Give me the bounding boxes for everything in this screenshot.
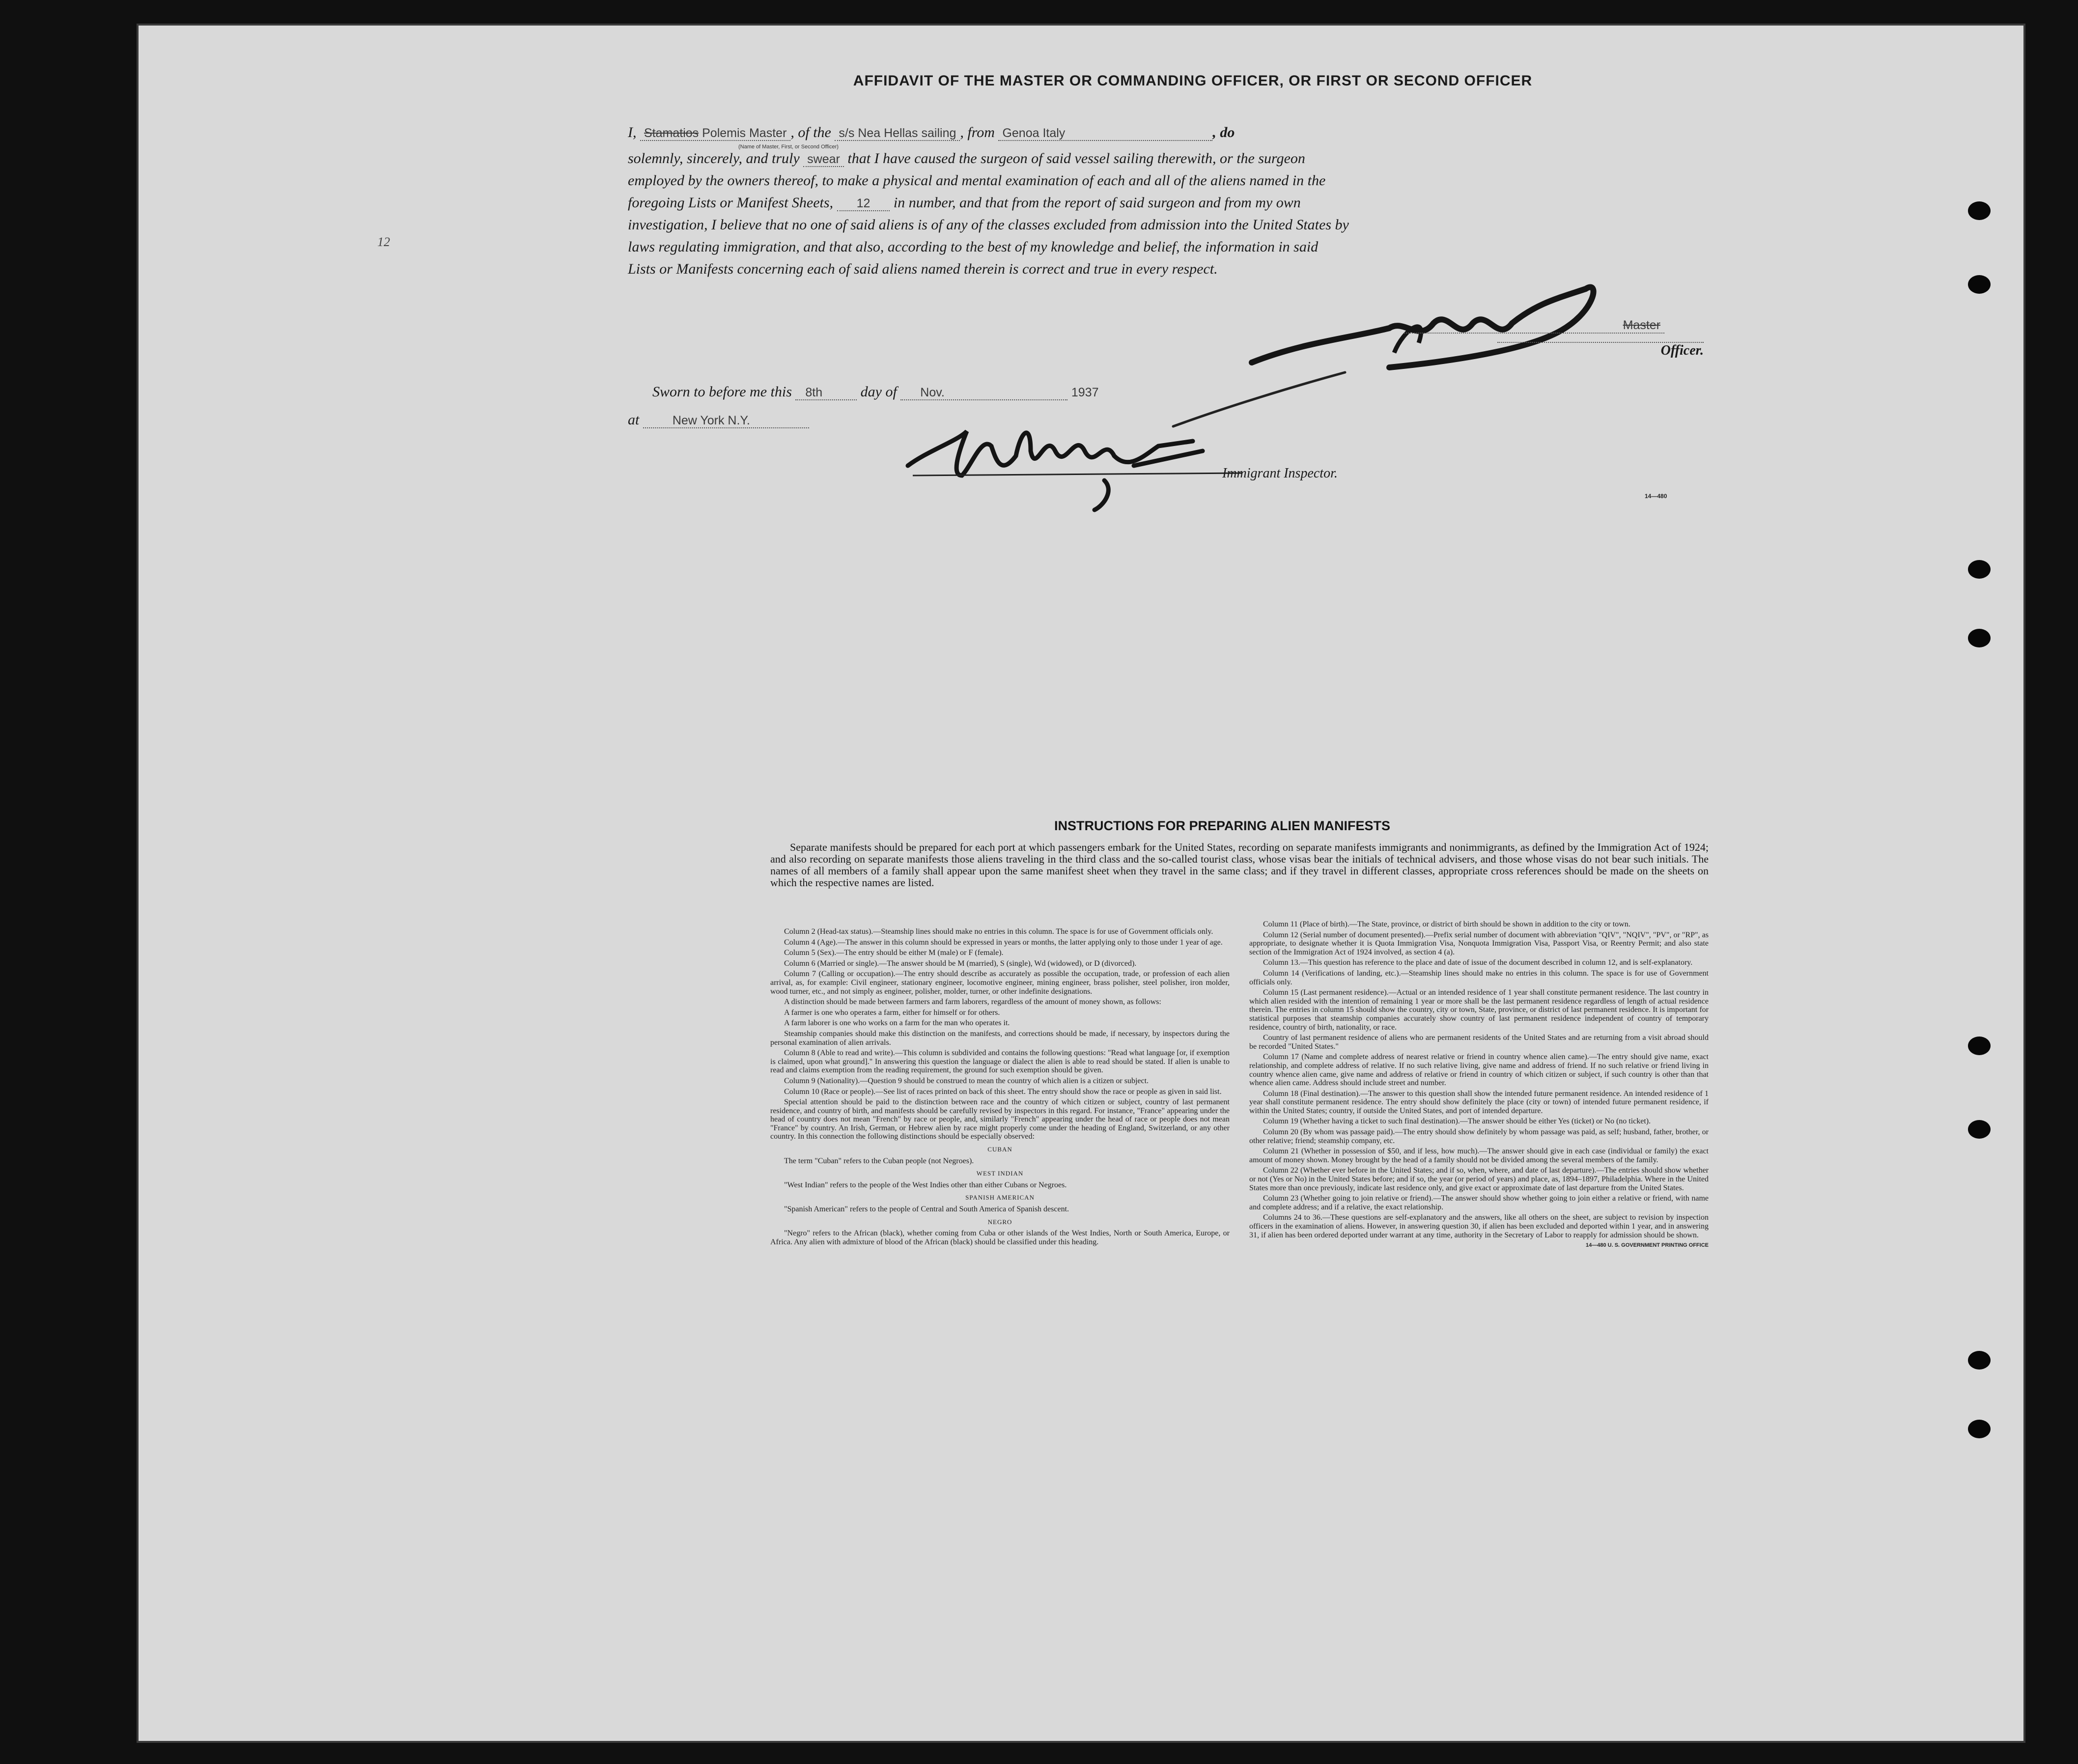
right-para: Column 21 (Whether in possession of $50, and if less, how much).—The answer should give in each case (individual or family) the exact amount of money shown. Money brought by the head of a family should not be divided among the several members of the family. <box>1249 1147 1709 1164</box>
printer-mark: 14—480 U. S. GOVERNMENT PRINTING OFFICE <box>1586 1242 1709 1249</box>
right-para: Column 20 (By whom was passage paid).—The entry should show definitely by whom passage was paid, as self; husband, father, brother, or other relative; friend; steamship company, etc. <box>1249 1128 1709 1145</box>
inspector-label: Immigrant Inspector. <box>1222 466 1338 481</box>
left-para: Column 2 (Head-tax status).—Steamship lines should make no entries in this column. The space is for use of Government officials only. <box>784 927 1213 936</box>
text-spanish-american: "Spanish American" refers to the people of Central and South America of Spanish descent. <box>784 1205 1069 1214</box>
left-para: A distinction should be made between farmers and farm laborers, regardless of the amount of money shown, as follows: <box>784 998 1161 1007</box>
left-para: Column 7 (Calling or occupation).—The entry should describe as accurately as possible the occupation, trade, or profession of each alien arrival, as, for example: Civil engineer, stationary engineer, locomotive engineer, mining engineer, brass polisher, steel polisher, iron molder, wood turner, etc., and not simply as engineer, polisher, molder, turner, or other indefinite designations. <box>770 970 1230 996</box>
affidavit-line-7: Lists or Manifests concerning each of said aliens named therein is correct and true in every respect. <box>628 261 1218 277</box>
instructions-right-column <box>1249 920 1709 1250</box>
port-field: Genoa Italy <box>998 126 1212 141</box>
right-para: Column 15 (Last permanent residence).—Actual or an intended residence of 1 year shall constitute permanent residence. The last country in which alien resided with the intention of remaining 1 year or more shall be the last permanent residence regardless of length of actual residence therein. The entries in column 15 should show the country, city or town, State, province, or district of last permanent residence. It is important for statistical purposes that steamship companies accurately show country of last permanent residence independent of country of temporary residence, country of birth, nationality, or race. <box>1249 988 1709 1032</box>
sworn-year: 1937 <box>1071 386 1099 399</box>
text-solemnly: solemnly, sincerely, and truly <box>628 150 800 167</box>
heading-spanish-american: SPANISH AMERICAN <box>965 1194 1035 1202</box>
right-para: Column 12 (Serial number of document presented).—Prefix serial number of document with abbreviation "QIV", "NQIV", "PV", or "RP", as appropriate, to designate whether it is Quota Immigration Visa, Nonquota Immigration Visa, Passport Visa, or Reentry Permit; and also state section of the Immigration Act of 1924 involved, as section 4 (a). <box>1249 930 1709 956</box>
text-surgeon: that I have caused the surgeon of said vessel sailing therewith, or the surgeon <box>847 150 1305 167</box>
affidavit-title: AFFIDAVIT OF THE MASTER OR COMMANDING OFFICER, OR FIRST OR SECOND OFFICER <box>853 73 1533 89</box>
sworn-month-field: Nov. <box>900 386 1067 400</box>
text-i: I, <box>628 124 637 140</box>
right-para: Column 14 (Verifications of landing, etc.).—Steamship lines should make no entries in this column. The space is for use of Government officials only. <box>1249 969 1709 986</box>
sheet-count-field: 12 <box>837 196 890 211</box>
text-foregoing: foregoing Lists or Manifest Sheets, <box>628 195 834 211</box>
right-para: Columns 24 to 36.—These questions are self-explanatory and the answers, like all others on the sheet, are subject to revision by inspection officers in the examination of aliens. However, in answering question 30, if alien has been excluded and deported within 1 year, and in answering 31, if alien has been ordered deported under warrant at any time, authority in the Secretary of Labor to reapply for admission should be shown. <box>1249 1213 1709 1239</box>
form-number: 14—480 <box>1645 493 1667 500</box>
master-name-field <box>640 126 790 141</box>
vessel-field: s/s Nea Hellas sailing <box>835 126 960 141</box>
name-caption: (Name of Master, First, or Second Officer) <box>738 144 839 150</box>
text-of-the: , of the <box>790 124 831 140</box>
binder-hole <box>1968 1036 1991 1055</box>
title-line <box>1404 318 1664 334</box>
left-para: Column 10 (Race or people).—See list of races printed on back of this sheet. The entry should show the race or people as given in said list. <box>784 1087 1222 1096</box>
affidavit-line-4 <box>628 195 1684 211</box>
text-west-indian: "West Indian" refers to the people of the West Indies other than either Cubans or Negroes. <box>784 1180 1067 1189</box>
text-in-number: in number, and that from the report of said surgeon and from my own <box>893 195 1301 211</box>
left-para: Steamship companies should make this distinction on the manifests, and corrections should be made, if necessary, by inspectors during the personal examination of alien arrivals. <box>770 1029 1230 1047</box>
oath-field: swear <box>803 152 844 167</box>
binder-hole <box>1968 1420 1991 1438</box>
right-para: Column 23 (Whether going to join relative or friend).—The answer should show whether going to join either a relative or friend, with name and complete address; and if a relative, the exact relationship. <box>1249 1194 1709 1211</box>
binder-hole <box>1968 1351 1991 1370</box>
affidavit-line-2 <box>628 150 1684 167</box>
binder-hole <box>1968 1120 1991 1139</box>
inspector-signature <box>898 402 1252 515</box>
left-para: Column 6 (Married or single).—The answer should be M (married), S (single), Wd (widowed), or D (divorced). <box>784 959 1137 968</box>
sworn-day-field: 8th <box>795 386 857 400</box>
binder-hole <box>1968 629 1991 647</box>
heading-cuban: CUBAN <box>987 1146 1012 1153</box>
text-day-of: day of <box>860 384 897 400</box>
right-para: Column 11 (Place of birth).—The State, province, or district of birth should be shown in addition to the city or town. <box>1263 920 1630 928</box>
affidavit-line-5: investigation, I believe that no one of said aliens is of any of the classes excluded from admission into the United States by <box>628 217 1349 233</box>
right-para: Column 22 (Whether ever before in the United States; and if so, when, where, and date of last departure).—The entries should show whether or not (Yes or No) in the United States before; and if so, the year (or period of years) and place, as, 1894–1897, Philadelphia. Where in the United States more than once previously, indicate last residence only, and give exact or approximate date of last departure from the United States. <box>1249 1166 1709 1192</box>
binder-hole <box>1968 275 1991 294</box>
binder-hole <box>1968 560 1991 579</box>
left-para: Column 8 (Able to read and write).—This column is subdivided and contains the following questions: "Read what language [or, if exemption is claimed, upon what ground]." In answering this question the language or dialect the alien is able to read should be stated. If alien is unable to read and claims exemption from the reading requirement, the ground for such exemption should be given. <box>770 1049 1230 1075</box>
text-from: , from <box>960 124 995 140</box>
text-sworn: Sworn to before me this <box>652 384 792 400</box>
text-cuban: The term "Cuban" refers to the Cuban people (not Negroes). <box>784 1156 974 1165</box>
place-field: New York N.Y. <box>643 414 809 428</box>
affidavit-line-1 <box>628 124 1684 141</box>
officer-label: Officer. <box>1497 342 1704 359</box>
right-para: Column 18 (Final destination).—The answer to this question shall show the intended future permanent residence. An intended residence of 1 year shall constitute permanent residence. The entry should show definitely the place (city or town) of intended future permanent residence, if within the United States; country, if outside the United States, and port of intended departure. <box>1249 1089 1709 1115</box>
text-do: , do <box>1212 124 1235 140</box>
struck-first-name: Stamatios <box>644 126 699 140</box>
affidavit-line-3: employed by the owners thereof, to make a physical and mental examination of each and all of the aliens named in the <box>628 172 1326 189</box>
left-para: Column 5 (Sex).—The entry should be either M (male) or F (female). <box>784 949 1004 957</box>
heading-negro: NEGRO <box>987 1218 1012 1226</box>
margin-mark: 12 <box>377 235 390 249</box>
struck-title: Master <box>1623 318 1660 332</box>
text-at: at <box>628 412 640 428</box>
binder-hole <box>1968 201 1991 220</box>
right-para: Country of last permanent residence of aliens who are permanent residents of the United States and are returning from a visit abroad should be recorded "United States." <box>1249 1034 1709 1051</box>
master-name: Polemis Master <box>702 126 787 140</box>
document-page <box>137 24 2025 1743</box>
heading-west-indian: WEST INDIAN <box>976 1170 1024 1177</box>
left-para: A farmer is one who operates a farm, either for himself or for others. <box>784 1008 1000 1017</box>
instructions-title: INSTRUCTIONS FOR PREPARING ALIEN MANIFESTS <box>1054 818 1391 833</box>
right-para: Column 19 (Whether having a ticket to such final destination).—The answer should be either Yes (ticket) or No (no ticket). <box>1263 1117 1651 1126</box>
right-para: Column 17 (Name and complete address of nearest relative or friend in country whence alien came).—The entry should give name, exact relationship, and complete address of relative. If no such relative living, give name and address of friend. If no such relative or friend living in country whence alien came, give name and address of relative or friend in country of which citizen or subject, if such country is other than that whence alien came. Address should include street and number. <box>1249 1053 1709 1088</box>
instructions-left-column <box>770 927 1230 1248</box>
left-para: Special attention should be paid to the distinction between race and the country of which citizen or subject, country of last permanent residence, and country of birth, and manifests should be carefully revised by inspectors in this regard. For instance, "France" appearing under the head of country does not mean "French" by race or people, and, similarly "French" appearing under the head of race or people does not mean "France" by country. An Irish, German, or Hebrew alien by race might properly come under the heading of England, Switzerland, or any other country. In this connection the following distinctions should be especially observed: <box>770 1098 1230 1141</box>
left-para: A farm laborer is one who works on a farm for the man who operates it. <box>784 1019 1010 1028</box>
affidavit-line-6: laws regulating immigration, and that also, according to the best of my knowledge and belief, the information in said <box>628 239 1319 255</box>
left-para: Column 4 (Age).—The answer in this column should be expressed in years or months, the latter applying only to those under 1 year of age. <box>784 938 1223 947</box>
instructions-intro: Separate manifests should be prepared for each port at which passengers embark for the United States, recording on separate manifests immigrants and nonimmigrants, as defined by the Immigration Act of 1924; and also recording on separate manifests those aliens traveling in the third class and the so-called tourist class, whose visas bear the initials of technical advisers, and those whose visas do not bear such initials. The names of all members of a family shall appear upon the same manifest sheet when they travel in the same class; and if they travel in different classes, appropriate cross references should be made on the sheets on which the respective names are listed. <box>770 841 1709 889</box>
text-negro: "Negro" refers to the African (black), whether coming from Cuba or other islands of the West Indies, North or South America, Europe, or Africa. Any alien with admixture of blood of the African (black) should be classified under this heading. <box>770 1229 1230 1246</box>
right-para: Column 13.—This question has reference to the place and date of issue of the document described in column 12, and is self-explanatory. <box>1263 958 1693 967</box>
left-para: Column 9 (Nationality).—Question 9 should be construed to mean the country of which alien is a citizen or subject. <box>784 1076 1149 1085</box>
